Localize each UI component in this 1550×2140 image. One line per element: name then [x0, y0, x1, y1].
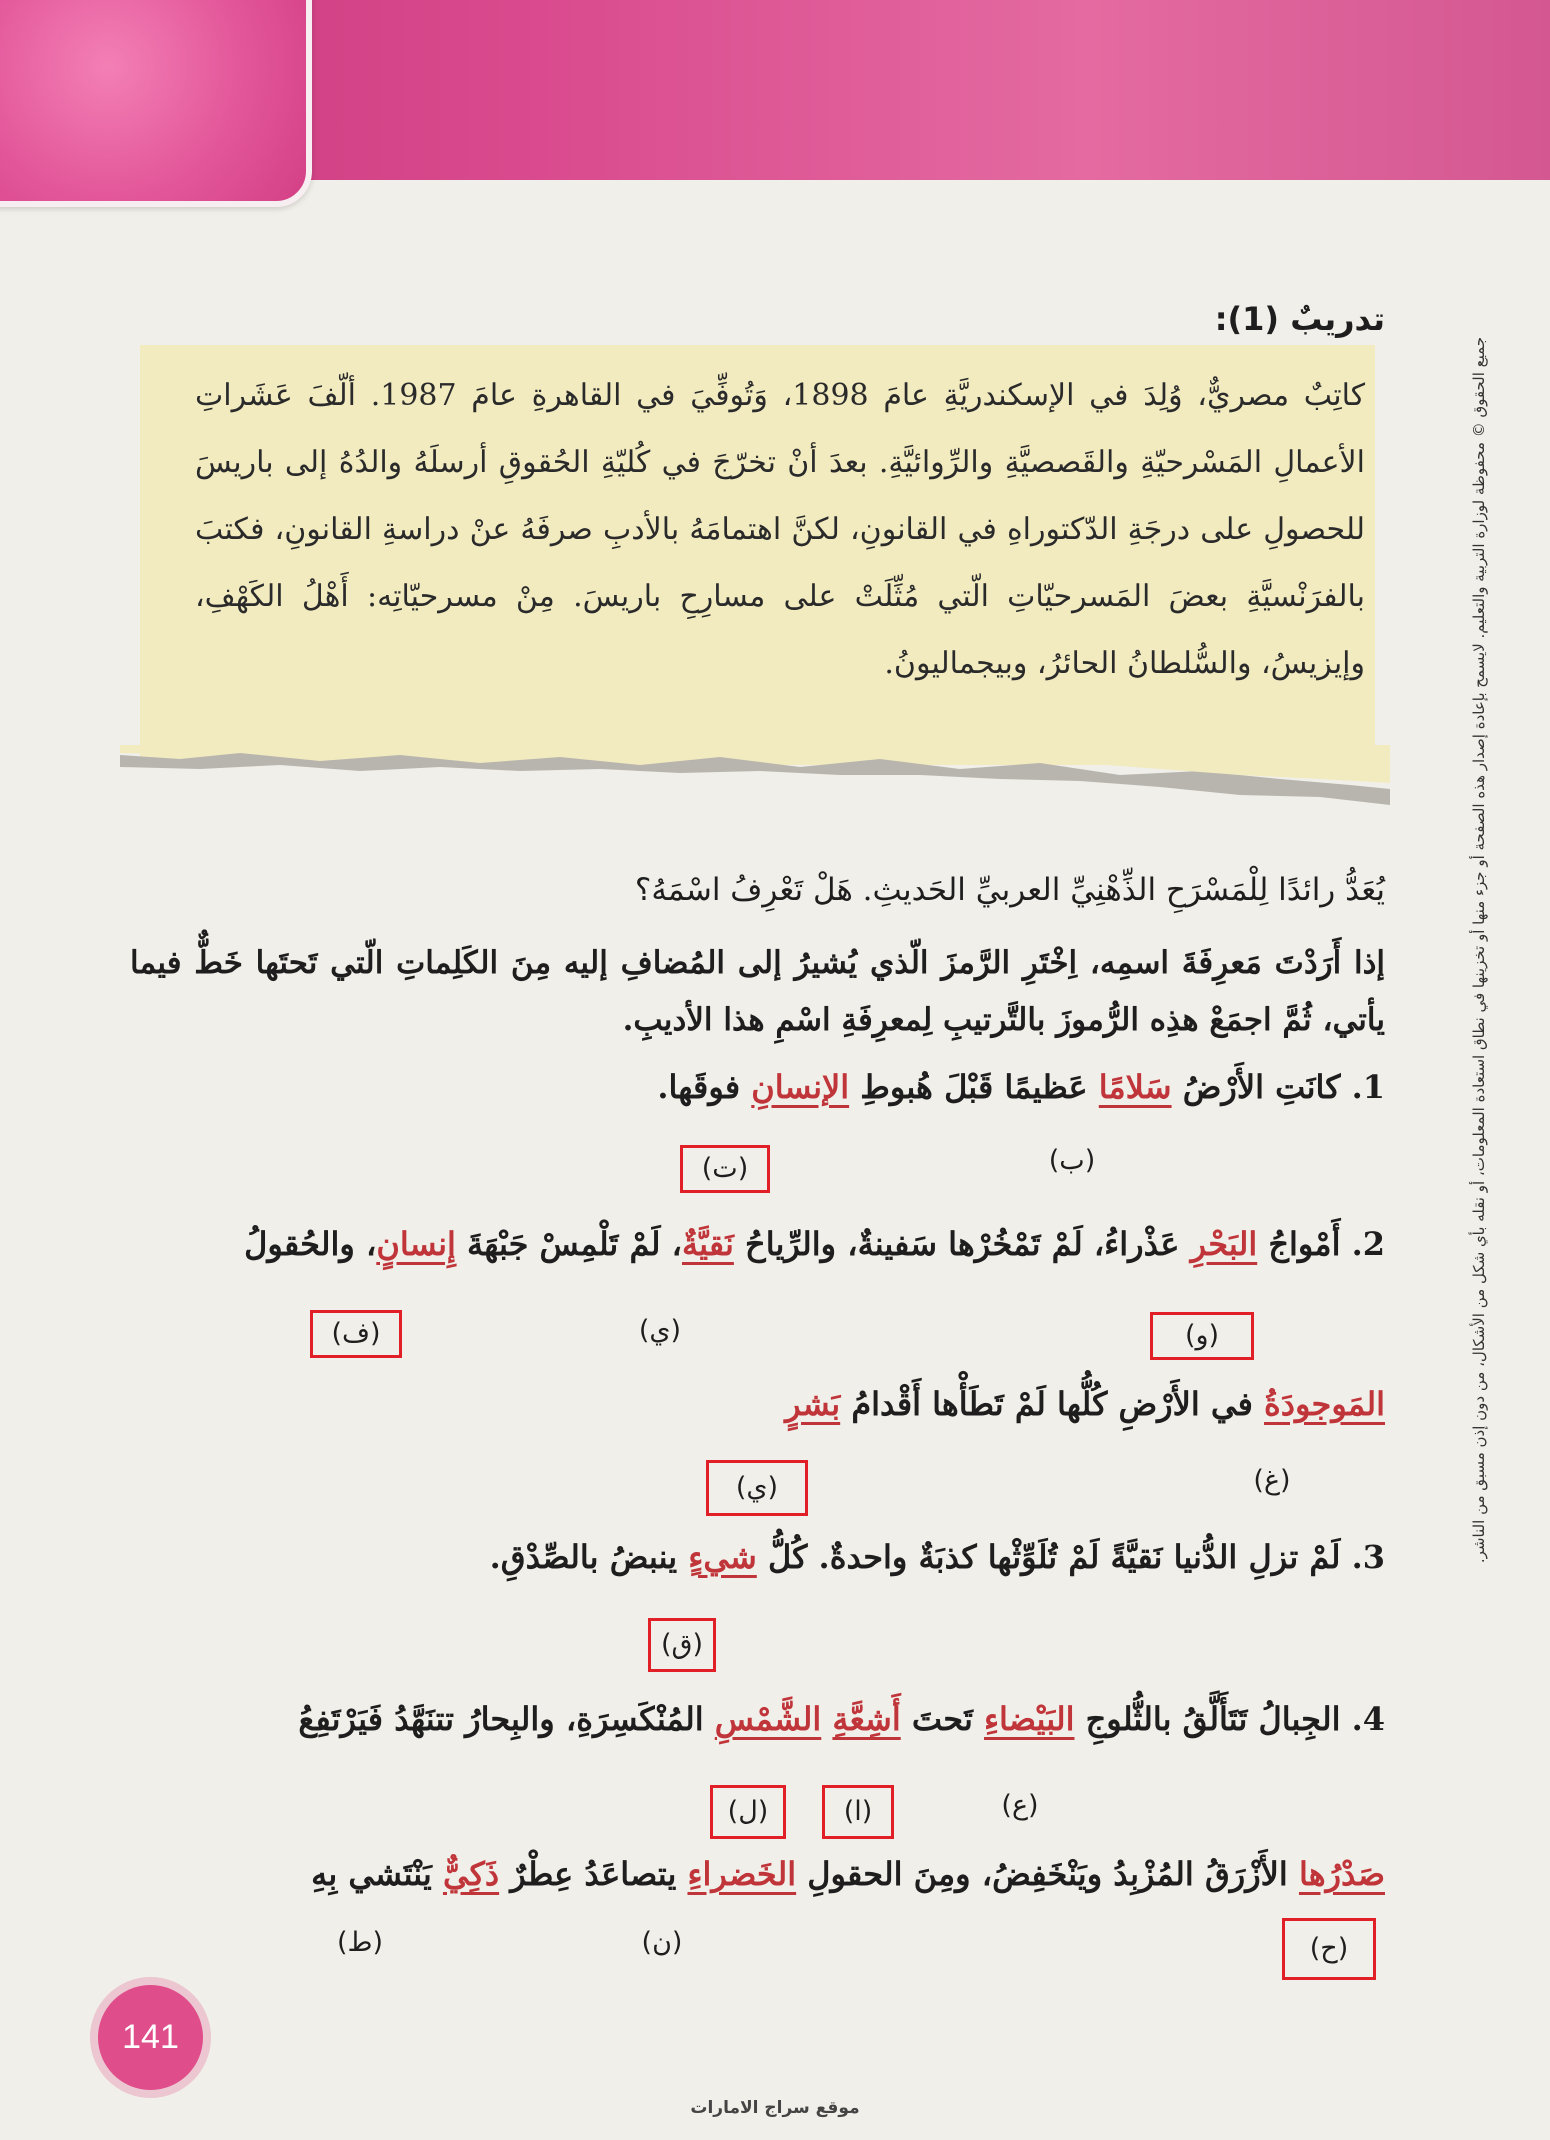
sentence-text: أَمْواجُ [1268, 1225, 1341, 1263]
page-number: 141 [98, 1985, 203, 2090]
symbol-tag-selected: (ا) [822, 1785, 894, 1839]
sentence-text: يتصاعَدُ عِطْرٌ [510, 1855, 677, 1893]
passage-text: كاتِبٌ مصريٌّ، وُلِدَ في الإسكندريَّةِ عامَ 1898، وَتُوفِّيَ في القاهرةِ عامَ 1987. ألّفَ عَشَراتِ الأعمالِ المَسْرحيّةِ والقَصصيَّةِ والرِّوائيَّةِ. بعدَ أنْ تخرّجَ في كُليّةِ الحُقوقِ أرسلَهُ والدُهُ إلى باريسَ للحصولِ على درجَةِ الدّكتوراهِ في القانونِ، لكنَّ اهتمامَهُ بالأدبِ صرفَهُ عنْ دراسةِ القانونِ، فكتبَ بالفرَنْسيَّةِ بعضَ المَسرحيّاتِ الّتي مُثِّلَتْ على مسارِحِ باريسَ. مِنْ مسرحيّاتِه: أَهْلُ الكَهْفِ، وإيزيسُ، والسُّلطانُ الحائرُ، وبيجماليونُ. [195, 378, 1365, 681]
symbol-tag-selected: (ل) [710, 1785, 786, 1839]
sentence-text: ، لَمْ تَلْمِسْ جَبْهَةَ [467, 1225, 682, 1263]
sentence-text: ، والحُقولُ [244, 1225, 377, 1263]
symbol-tag-selected: (ح) [1282, 1918, 1376, 1980]
sentence-1 [657, 1068, 1385, 1106]
corner-tab [0, 0, 312, 207]
sentence-4 [298, 1700, 1385, 1738]
sentence-text: الأَزْرَقُ المُزْبِدُ ويَنْخَفِضُ، ومِنَ الحقولِ [807, 1855, 1288, 1893]
sentence-number: 1. [1351, 1068, 1385, 1106]
copyright-side-note: جميع الحقوق © محفوظة لوزارة التربية والتعليم. لايسمح بإعادة إصدار هذه الصفحة أو جزء منها أو تخزينها في نطاق استعادة المعلومات، أو نقله بأي شكل من الأشكال، من دون إذن مسبق من الناشر. [1470, 336, 1488, 1564]
symbol-tag-selected: (ف) [310, 1310, 402, 1358]
symbol-tag: (ب) [1048, 1145, 1096, 1176]
underlined-word: الخَضراءِ [687, 1855, 797, 1893]
underlined-word: ذَكِيٌّ [442, 1855, 500, 1893]
underlined-word: البَحْرِ [1190, 1225, 1258, 1263]
question-1: يُعَدُّ رائدًا لِلْمَسْرَحِ الذِّهْنِيِّ العربيِّ الحَديثِ. هَلْ تَعْرِفُ اسْمَهُ؟ [634, 872, 1385, 908]
question-2-instructions: إذا أَرَدْتَ مَعرِفَةَ اسمِه، اِخْتَرِ الرَّمزَ الّذي يُشيرُ إلى المُضافِ إليه مِنَ الكَلِماتِ الّتي تَحتَها خَطٌّ فيما يأتي، ثُمَّ اجمَعْ هذِه الرُّموزَ بالتَّرتيبِ لِمعرِفَةِ اسْمِ هذا الأديبِ. [130, 945, 1385, 1038]
sentence-text: عَظيمًا قَبْلَ هُبوطِ [860, 1068, 1088, 1106]
symbol-tag-selected: (ت) [680, 1145, 770, 1193]
symbol-tag: (ي) [638, 1315, 682, 1346]
sentence-2-continued [785, 1385, 1385, 1423]
symbol-tag: (ن) [641, 1927, 683, 1958]
underlined-word: بَشرٍ [785, 1385, 841, 1423]
underlined-word: أَشِعَّةِ [832, 1700, 901, 1738]
sentence-text: المُنْكَسِرَةِ، والبِحارُ تتنَهَّدُ فَيَرْتَفِعُ [298, 1700, 704, 1738]
underlined-word: إِنسانٍ [376, 1225, 456, 1263]
underlined-word: المَوجودَةُ [1264, 1385, 1385, 1423]
sentence-4-continued [311, 1855, 1385, 1893]
underlined-word: سَلامًا [1098, 1068, 1172, 1106]
symbol-tag: (ط) [336, 1927, 384, 1958]
symbol-tag: (غ) [1253, 1465, 1291, 1496]
sentence-text: يَنْتَشي بِهِ [311, 1855, 432, 1893]
sentence-number: 4. [1351, 1700, 1385, 1738]
symbol-tag-selected: (ي) [706, 1460, 808, 1516]
sentence-text: لَمْ تزلِ الدُّنيا نَقيَّةً لَمْ تُلَوِّثْها كذبَةٌ واحدةٌ. كُلُّ [767, 1538, 1341, 1576]
underlined-word: شيءٍ [688, 1538, 757, 1576]
sentence-text: عَذْراءُ، لَمْ تَمْخُرْها سَفينةٌ، والرِّياحُ [745, 1225, 1180, 1263]
underlined-word: البَيْضاءِ [983, 1700, 1075, 1738]
symbol-tag-selected: (و) [1150, 1312, 1254, 1360]
underlined-word: الإنسانِ [751, 1068, 850, 1106]
underlined-word: الشَّمْسِ [714, 1700, 822, 1738]
sentence-3 [490, 1538, 1385, 1576]
sentence-text: كانَتِ الأَرْضُ [1182, 1068, 1341, 1106]
symbol-tag-selected: (ق) [648, 1618, 716, 1672]
sentence-text: ينبضُ بالصِّدْقِ. [489, 1538, 678, 1576]
sentence-text: الجِبالُ تَتَأَلَّقُ بالثُّلوجِ [1085, 1700, 1341, 1738]
underlined-word: نَقيَّةٌ [681, 1225, 734, 1263]
sentence-text: تَحتَ [911, 1700, 973, 1738]
sentence-2 [244, 1225, 1385, 1263]
sentence-number: 3. [1351, 1538, 1385, 1576]
exercise-title: تدريبٌ (1): [1214, 300, 1385, 338]
sentence-number: 2. [1351, 1225, 1385, 1263]
footer-site-name: موقع سراج الامارات [690, 2098, 860, 2118]
torn-paper-edge [120, 745, 1390, 815]
underlined-word: صَدْرُها [1298, 1855, 1385, 1893]
symbol-tag: (ع) [1001, 1790, 1039, 1821]
sentence-text: في الأَرْضِ كُلُّها لَمْ تَطَأْها أَقْدامُ [851, 1385, 1253, 1423]
sentence-text: فوقَها. [657, 1068, 741, 1106]
